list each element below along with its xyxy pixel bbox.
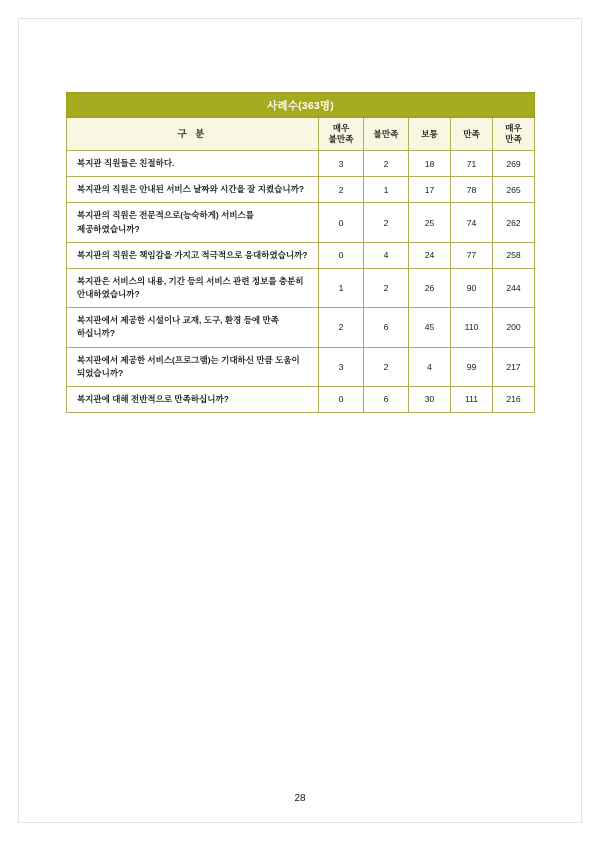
row-value-satisfied: 77 (451, 242, 493, 268)
row-value-very-satisfied: 217 (493, 347, 535, 386)
row-value-very-satisfied: 200 (493, 308, 535, 347)
row-value-very-dissatisfied: 0 (319, 242, 364, 268)
row-value-dissatisfied: 2 (364, 347, 409, 386)
row-value-neutral: 30 (409, 386, 451, 412)
row-question: 복지관의 직원은 책임감을 가지고 적극적으로 응대하였습니까? (67, 242, 319, 268)
row-value-dissatisfied: 6 (364, 386, 409, 412)
page-number: 28 (294, 793, 306, 804)
table-caption: 사례수(363명) (67, 93, 535, 118)
row-value-very-satisfied: 265 (493, 177, 535, 203)
row-value-neutral: 24 (409, 242, 451, 268)
column-header-very-dissatisfied-line1: 매우 (332, 123, 350, 134)
row-value-neutral: 26 (409, 268, 451, 307)
column-header-dissatisfied: 불만족 (364, 118, 409, 151)
row-value-dissatisfied: 1 (364, 177, 409, 203)
table-row (67, 151, 535, 177)
row-question: 복지관의 직원은 안내된 서비스 날짜와 시간을 잘 지켰습니까? (67, 177, 319, 203)
row-question: 복지관 직원들은 친절하다. (67, 151, 319, 177)
row-value-very-dissatisfied: 2 (319, 308, 364, 347)
row-value-very-dissatisfied: 2 (319, 177, 364, 203)
table-row (67, 347, 535, 386)
row-question: 복지관에 대해 전반적으로 만족하십니까? (67, 386, 319, 412)
row-value-satisfied: 111 (451, 386, 493, 412)
row-value-satisfied: 110 (451, 308, 493, 347)
row-value-satisfied: 90 (451, 268, 493, 307)
row-value-very-dissatisfied: 0 (319, 203, 364, 242)
table-row (67, 177, 535, 203)
row-question: 복지관에서 제공한 시설이나 교재, 도구, 환경 등에 만족 하십니까? (67, 308, 319, 347)
row-value-satisfied: 74 (451, 203, 493, 242)
row-value-very-satisfied: 216 (493, 386, 535, 412)
row-value-very-dissatisfied: 3 (319, 347, 364, 386)
row-value-very-satisfied: 258 (493, 242, 535, 268)
row-value-very-dissatisfied: 0 (319, 386, 364, 412)
table-row (67, 268, 535, 307)
row-value-dissatisfied: 4 (364, 242, 409, 268)
row-value-satisfied: 99 (451, 347, 493, 386)
page-content (66, 92, 534, 413)
row-value-neutral: 18 (409, 151, 451, 177)
table-row (67, 203, 535, 242)
table-caption-row (67, 93, 535, 118)
row-value-satisfied: 71 (451, 151, 493, 177)
satisfaction-survey-table (66, 92, 535, 413)
row-value-very-dissatisfied: 3 (319, 151, 364, 177)
row-value-dissatisfied: 2 (364, 203, 409, 242)
column-header-very-satisfied-line1: 매우 (505, 123, 522, 134)
row-value-dissatisfied: 2 (364, 151, 409, 177)
row-question: 복지관에서 제공한 서비스(프로그램)는 기대하신 만큼 도움이 되었습니까? (67, 347, 319, 386)
row-value-dissatisfied: 6 (364, 308, 409, 347)
row-value-very-satisfied: 262 (493, 203, 535, 242)
column-header-very-dissatisfied (319, 118, 364, 151)
table-row (67, 308, 535, 347)
row-value-very-satisfied: 244 (493, 268, 535, 307)
row-value-very-satisfied: 269 (493, 151, 535, 177)
row-question: 복지관은 서비스의 내용, 기간 등의 서비스 관련 정보를 충분히 안내하였습니까? (67, 268, 319, 307)
column-header-neutral: 보통 (409, 118, 451, 151)
row-value-dissatisfied: 2 (364, 268, 409, 307)
column-header-very-satisfied-line2: 만족 (505, 134, 522, 144)
row-value-neutral: 25 (409, 203, 451, 242)
row-value-neutral: 4 (409, 347, 451, 386)
column-header-very-dissatisfied-line2: 불만족 (328, 134, 354, 144)
row-value-neutral: 17 (409, 177, 451, 203)
column-header-satisfied: 만족 (451, 118, 493, 151)
row-question: 복지관의 직원은 전문적으로(능숙하게) 서비스를 제공하였습니까? (67, 203, 319, 242)
table-row (67, 386, 535, 412)
row-value-satisfied: 78 (451, 177, 493, 203)
column-header-very-satisfied (493, 118, 535, 151)
table-row (67, 242, 535, 268)
row-value-very-dissatisfied: 1 (319, 268, 364, 307)
row-value-neutral: 45 (409, 308, 451, 347)
table-header-row (67, 118, 535, 151)
column-header-category: 구 분 (67, 118, 319, 151)
